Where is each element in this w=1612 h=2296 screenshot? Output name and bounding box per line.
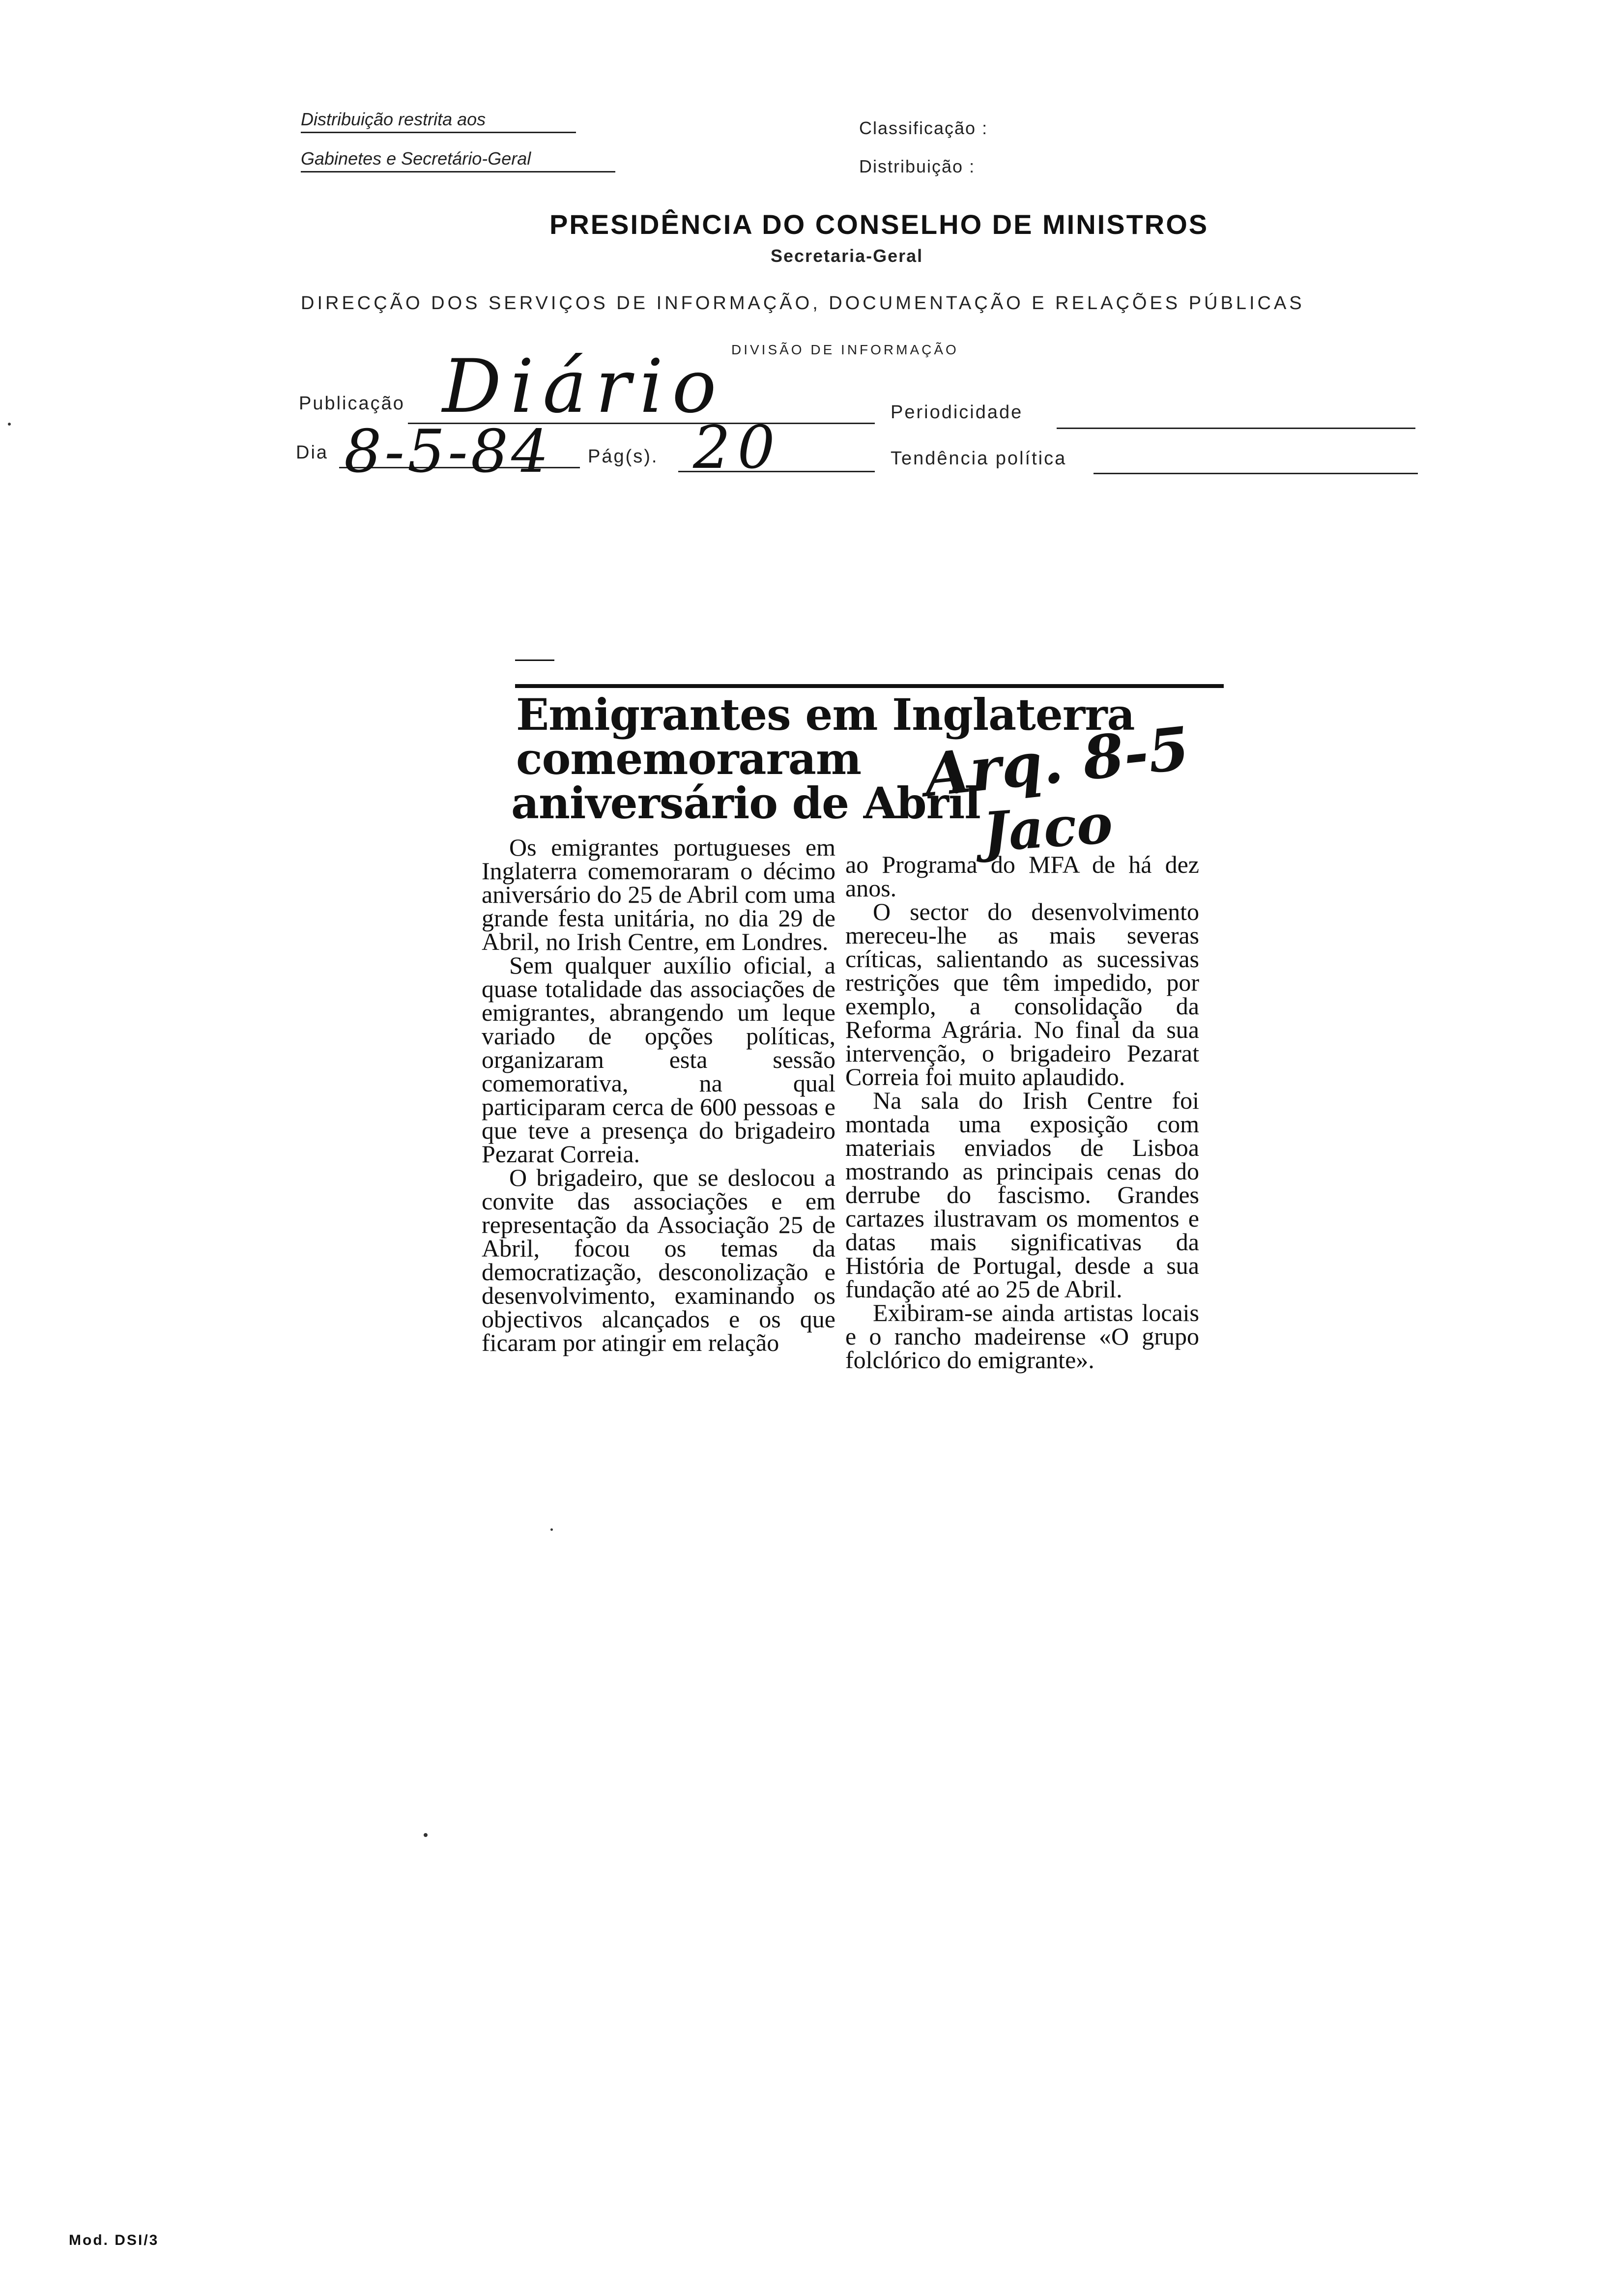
periodicidade-label: Periodicidade — [891, 402, 1023, 423]
tendencia-label: Tendência política — [891, 448, 1067, 469]
dia-handwritten-value: 8-5-84 — [344, 418, 552, 486]
pags-handwritten-value: 20 — [693, 414, 782, 482]
model-code: Mod. DSI/3 — [69, 2232, 159, 2248]
col1-paragraph-2: Sem qualquer auxílio oficial, a quase totalidade das associações de emigrantes, abrangendo um leque variado de opções políticas, organizaram esta sessão comemorativa, na qual participaram cerca de 600 pessoas e que teve a presença do brigadeiro Pezarat Correia. — [482, 951, 835, 1168]
col2-paragraph-3: Na sala do Irish Centre foi montada uma exposição com materiais enviados de Lisboa mostrando as principais cenas do derrube do fascismo. Grandes cartazes ilustravam os momentos e datas mais significativas da História de Portugal, desde a sua fundação até ao 25 de Abril. — [845, 1087, 1199, 1303]
page-title: PRESIDÊNCIA DO CONSELHO DE MINISTROS — [549, 209, 1209, 240]
headline-line-3: aniversário de Abril — [511, 777, 980, 829]
distribution-line-1: Distribuição restrita aos — [301, 109, 576, 133]
article-column-2 — [845, 853, 1199, 1372]
page-subtitle: Secretaria-Geral — [771, 246, 923, 266]
article-top-rule — [515, 684, 1224, 688]
headline-line-1: Emigrantes em Inglaterra — [516, 689, 1135, 740]
handwritten-note-1: Arq. 8-5 — [921, 714, 1193, 810]
col2-paragraph-1: ao Programa do MFA de há dez anos. — [845, 851, 1199, 902]
col2-paragraph-2: O sector do desenvolvimento mereceu-lhe as mais severas críticas, salientando as sucessivas restrições que têm impedido, por exemplo, a consolidação da Reforma Agrária. No final da sua intervenção, o brigadeiro Pezarat Correia foi muito aplaudido. — [845, 898, 1199, 1091]
article-column-1 — [482, 835, 835, 1354]
publicacao-handwritten-value: Diário — [442, 344, 725, 430]
periodicidade-line — [1057, 428, 1415, 429]
publicacao-label: Publicação — [299, 393, 405, 414]
divisao-label: DIVISÃO DE INFORMAÇÃO — [731, 342, 959, 357]
col1-paragraph-1: Os emigrantes portugueses em Inglaterra comemoraram o décimo aniversário do 25 de Abril com uma grande festa unitária, no dia 29 de Abril, no Irish Centre, em Londres. — [482, 833, 835, 955]
dia-label: Dia — [296, 442, 329, 463]
headline-line-2: comemoraram — [516, 733, 862, 784]
direccao-line: DIRECÇÃO DOS SERVIÇOS DE INFORMAÇÃO, DOCUMENTAÇÃO E RELAÇÕES PÚBLICAS — [301, 293, 1305, 314]
classificacao-label: Classificação : — [859, 118, 988, 138]
scan-speck — [424, 1833, 428, 1837]
distribuicao-label: Distribuição : — [859, 156, 976, 176]
article-thin-rule — [515, 660, 554, 661]
scan-speck — [8, 423, 11, 426]
scan-speck — [550, 1528, 553, 1531]
distribution-line-2: Gabinetes e Secretário-Geral — [301, 148, 615, 172]
col1-paragraph-3: O brigadeiro, que se deslocou a convite das associações e em representação da Associação 25 de Abril, focou os temas da democratização, desconolização e desenvolvimento, examinando os objectivos alcançados e os que ficaram por atingir em relação — [482, 1164, 835, 1356]
handwritten-note-2: Jaco — [980, 791, 1115, 864]
tendencia-line — [1094, 473, 1418, 474]
col2-paragraph-4: Exibiram-se ainda artistas locais e o rancho madeirense «O grupo folclórico do emigrante». — [845, 1299, 1199, 1374]
pags-label: Pág(s). — [588, 446, 659, 467]
